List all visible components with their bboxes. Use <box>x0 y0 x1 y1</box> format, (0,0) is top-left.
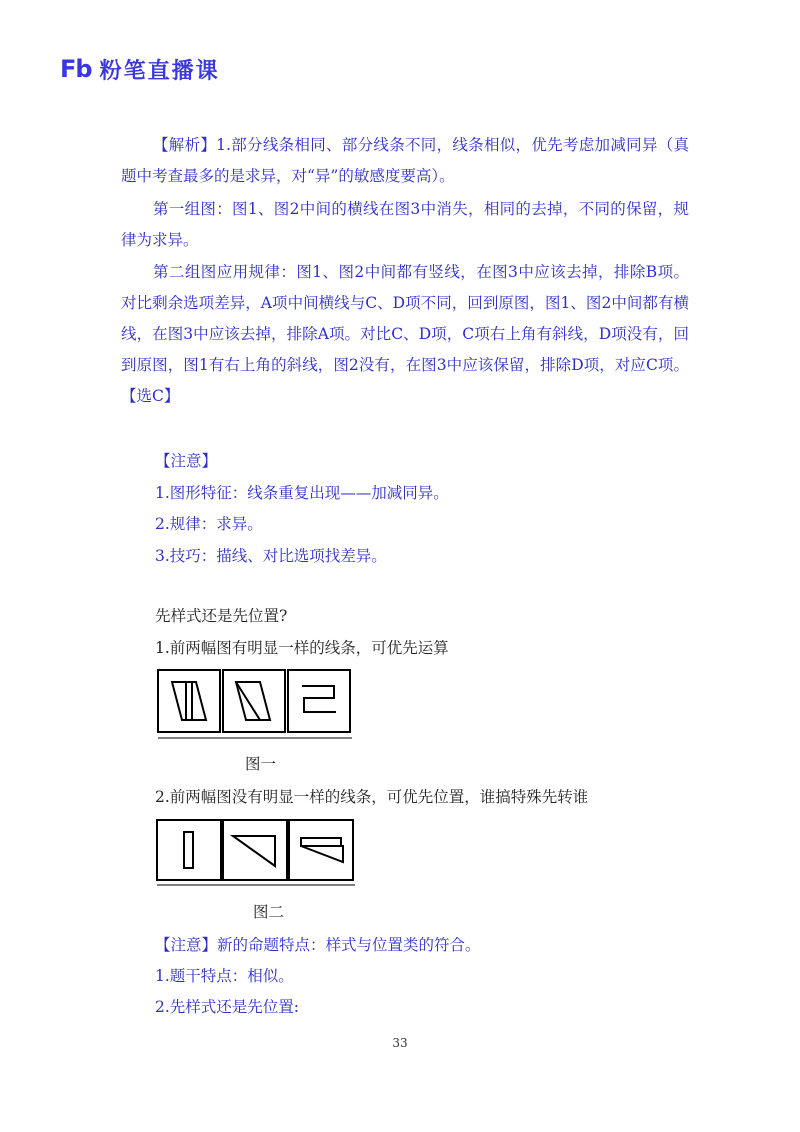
fig1-cell-2 <box>223 670 285 732</box>
figure-one <box>156 668 354 740</box>
fig1-cell-1 <box>158 670 220 732</box>
section-question: 先样式还是先位置? <box>155 607 288 625</box>
point-1: 1.前两幅图有明显一样的线条，可优先运算 <box>155 639 449 657</box>
fig1-parallelogram-1 <box>172 682 206 720</box>
note-title: 【注意】 <box>155 452 218 470</box>
analysis-paragraph-2: 第一组图：图1、图2中间的横线在图3中消失，相同的去掉，不同的保留，规律为求异。 <box>121 200 689 249</box>
fig2-triangle <box>233 836 275 866</box>
analysis-paragraph-3: 第二组图应用规律：图1、图2中间都有竖线，在图3中应该去掉，排除B项。对比剩余选项差异，A项中间横线与C、D项不同，回到原图，图1、图2中间都有横线，在图3中应该去掉，排除A项。对比C、D项，C项右上角有斜线，D项没有，回到原图，图1有右上角的斜线，图2没有，在图3中应该保留，排除D项，对应C项。【选C】 <box>121 263 689 405</box>
brand-logo <box>60 52 220 86</box>
note-item-2: 2.规律：求异。 <box>155 515 263 533</box>
fig1-parallelogram-2 <box>236 682 270 720</box>
fig2-cell-1 <box>157 820 221 880</box>
figure-two-caption: 图二 <box>253 903 285 921</box>
point-2: 2.前两幅图没有明显一样的线条，可优先位置，谁搞特殊先转谁 <box>155 788 589 806</box>
brand-name: 粉笔直播课 <box>99 58 220 84</box>
note-item-1: 1.图形特征：线条重复出现——加减同异。 <box>155 484 449 502</box>
fig2-bar <box>184 832 193 868</box>
note2-title: 【注意】新的命题特点：样式与位置类的符合。 <box>155 936 481 954</box>
note2-item-1: 1.题干特点：相似。 <box>155 967 294 985</box>
analysis-paragraph-1: 【解析】1.部分线条相同、部分线条不同，线条相似，优先考虑加减同异（真题中考查最多的是求异，对“异”的敏感度要高）。 <box>121 136 689 185</box>
page-number: 33 <box>392 1036 408 1050</box>
fig1-cell-3 <box>288 670 350 732</box>
figure-two <box>155 818 357 888</box>
note2-item-2: 2.先样式还是先位置: <box>155 998 300 1016</box>
fig1-zigzag <box>302 686 336 712</box>
fig2-small-triangle <box>301 846 343 862</box>
figure-one-caption: 图一 <box>245 755 277 773</box>
note-item-3: 3.技巧：描线、对比选项找差异。 <box>155 547 387 565</box>
fig2-small-bar <box>301 838 341 846</box>
logo-mark: Fb <box>60 55 92 83</box>
fig2-cell-2 <box>223 820 287 880</box>
